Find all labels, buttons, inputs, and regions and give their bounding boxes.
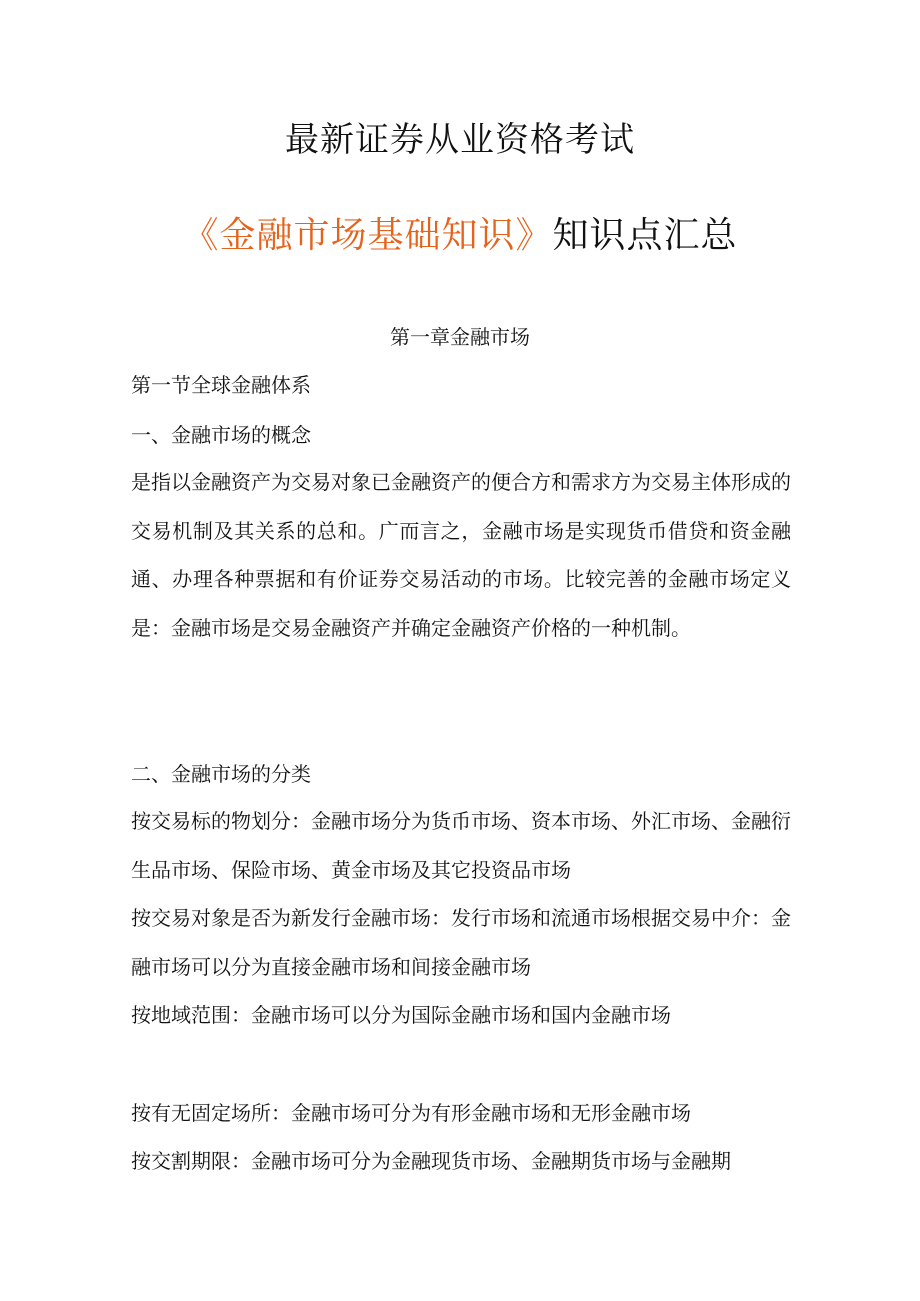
chapter-heading: 第一章金融市场	[390, 325, 530, 349]
paragraph-concept: 是指以金融资产为交易对象已金融资产的便合方和需求方为交易主体形成的交易机制及其关系的总和。广而言之，金融市场是实现货币借贷和资金融通、办理各种票据和有价证券交易活动的市场。比较完善的金融市场定义是：金融市场是交易金融资产并确定金融资产价格的一种机制。	[131, 470, 791, 640]
subtitle-suffix: 知识点汇总	[552, 215, 738, 256]
paragraph-by-settlement: 按交割期限：金融市场可分为金融现货市场、金融期货市场与金融期	[131, 1149, 731, 1173]
document-title: 最新证券从业资格考试	[285, 120, 635, 160]
paragraph-by-region: 按地域范围：金融市场可以分为国际金融市场和国内金融市场	[131, 1003, 671, 1027]
document-subtitle	[0, 210, 920, 262]
heading-concept: 一、金融市场的概念	[131, 423, 311, 447]
subtitle-book-name: 《金融市场基础知识》	[182, 215, 553, 256]
heading-classification: 二、金融市场的分类	[131, 762, 311, 786]
paragraph-by-issuance: 按交易对象是否为新发行金融市场：发行市场和流通市场根据交易中介：金融市场可以分为直接金融市场和间接金融市场	[131, 906, 791, 979]
paragraph-by-instrument: 按交易标的物划分：金融市场分为货币市场、资本市场、外汇市场、金融衍生品市场、保险市场、黄金市场及其它投资品市场	[131, 809, 791, 882]
section-heading: 第一节全球金融体系	[131, 373, 311, 397]
paragraph-by-venue: 按有无固定场所：金融市场可分为有形金融市场和无形金融市场	[131, 1101, 691, 1125]
